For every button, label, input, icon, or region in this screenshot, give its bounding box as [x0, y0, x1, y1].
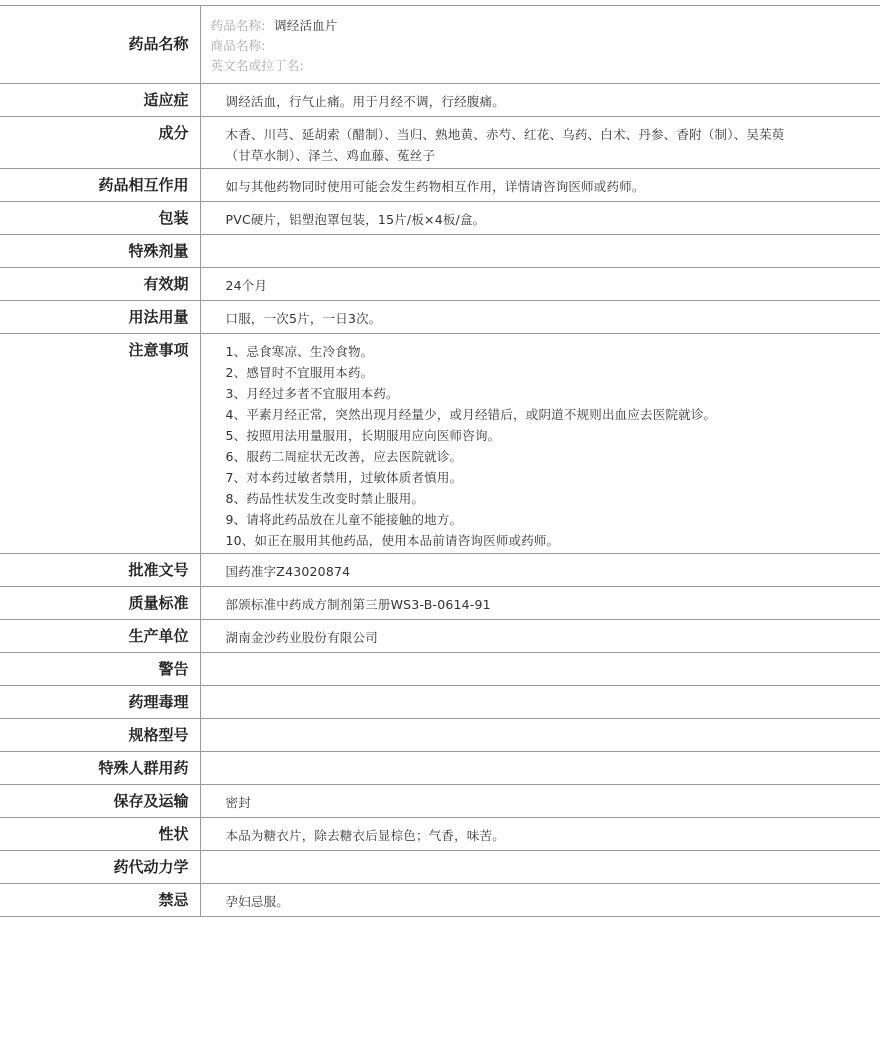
row-value: 部颁标准中药成方制剂第三册WS3-B-0614-91 — [200, 587, 880, 620]
row-value — [200, 686, 880, 719]
row-value: 湖南金沙药业股份有限公司 — [200, 620, 880, 653]
generic-name-label: 药品名称: — [210, 18, 266, 33]
row-value: 24个月 — [200, 268, 880, 301]
row-value: 如与其他药物同时使用可能会发生药物相互作用，详情请咨询医师或药师。 — [200, 169, 880, 202]
row-label: 药理毒理 — [0, 686, 200, 719]
row-label: 药代动力学 — [0, 851, 200, 884]
row-special-populations — [0, 752, 880, 785]
row-appearance — [0, 818, 880, 851]
precaution-item: 6、服药二周症状无改善，应去医院就诊。 — [225, 449, 463, 464]
row-label: 质量标准 — [0, 587, 200, 620]
row-value: 口服，一次5片，一日3次。 — [200, 301, 880, 334]
row-pharmacology — [0, 686, 880, 719]
row-label: 注意事项 — [0, 334, 200, 554]
row-label: 规格型号 — [0, 719, 200, 752]
row-indication — [0, 84, 880, 117]
drug-name-block — [200, 6, 880, 84]
row-label: 禁忌 — [0, 884, 200, 917]
row-label: 有效期 — [0, 268, 200, 301]
row-value — [200, 235, 880, 268]
row-shelf-life — [0, 268, 880, 301]
row-ingredients — [0, 117, 880, 169]
row-label: 生产单位 — [0, 620, 200, 653]
row-value — [200, 653, 880, 686]
row-label: 包装 — [0, 202, 200, 235]
row-drug-name — [0, 6, 880, 84]
precaution-item: 7、对本药过敏者禁用，过敏体质者慎用。 — [225, 470, 463, 485]
row-approval-number — [0, 554, 880, 587]
row-label: 性状 — [0, 818, 200, 851]
precaution-item: 3、月经过多者不宜服用本药。 — [225, 386, 399, 401]
row-value: 孕妇忌服。 — [200, 884, 880, 917]
row-value — [200, 851, 880, 884]
row-value — [200, 752, 880, 785]
row-label: 适应症 — [0, 84, 200, 117]
row-label: 特殊人群用药 — [0, 752, 200, 785]
row-label: 成分 — [0, 117, 200, 169]
row-label: 药品名称 — [0, 6, 200, 84]
precautions-list — [200, 334, 880, 554]
row-value: 国药准字Z43020874 — [200, 554, 880, 587]
row-precautions — [0, 334, 880, 554]
row-packaging — [0, 202, 880, 235]
row-specification — [0, 719, 880, 752]
precaution-item: 10、如正在服用其他药品，使用本品前请咨询医师或药师。 — [225, 533, 560, 548]
row-label: 保存及运输 — [0, 785, 200, 818]
row-warning — [0, 653, 880, 686]
precaution-item: 5、按照用法用量服用，长期服用应向医师咨询。 — [225, 428, 501, 443]
row-label: 警告 — [0, 653, 200, 686]
row-value: 木香、川芎、延胡索（醋制）、当归、熟地黄、赤芍、红花、乌药、白术、丹参、香附（制）、吴茱萸（甘草水制）、泽兰、鸡血藤、菟丝子 — [200, 117, 880, 169]
row-value — [200, 719, 880, 752]
precaution-item: 9、请将此药品放在儿童不能接触的地方。 — [225, 512, 463, 527]
row-value: 密封 — [200, 785, 880, 818]
row-label: 特殊剂量 — [0, 235, 200, 268]
trade-name-label: 商品名称: — [210, 38, 266, 53]
row-value: 本品为糖衣片，除去糖衣后显棕色；气香，味苦。 — [200, 818, 880, 851]
drug-info-table — [0, 5, 880, 917]
precaution-item: 1、忌食寒凉、生冷食物。 — [225, 344, 374, 359]
precaution-item: 2、感冒时不宜服用本药。 — [225, 365, 374, 380]
row-value: PVC硬片，铝塑泡罩包装，15片/板×4板/盒。 — [200, 202, 880, 235]
row-manufacturer — [0, 620, 880, 653]
row-contraindications — [0, 884, 880, 917]
latin-name-label: 英文名或拉丁名: — [210, 58, 304, 73]
precaution-item: 8、药品性状发生改变时禁止服用。 — [225, 491, 425, 506]
row-special-dosage — [0, 235, 880, 268]
precaution-item: 4、平素月经正常，突然出现月经量少，或月经错后，或阴道不规则出血应去医院就诊。 — [225, 407, 717, 422]
row-label: 用法用量 — [0, 301, 200, 334]
row-label: 药品相互作用 — [0, 169, 200, 202]
row-storage — [0, 785, 880, 818]
row-label: 批准文号 — [0, 554, 200, 587]
row-pharmacokinetics — [0, 851, 880, 884]
row-dosage — [0, 301, 880, 334]
row-interactions — [0, 169, 880, 202]
row-quality-standard — [0, 587, 880, 620]
generic-name-value: 调经活血片 — [274, 18, 338, 33]
row-value: 调经活血，行气止痛。用于月经不调，行经腹痛。 — [200, 84, 880, 117]
